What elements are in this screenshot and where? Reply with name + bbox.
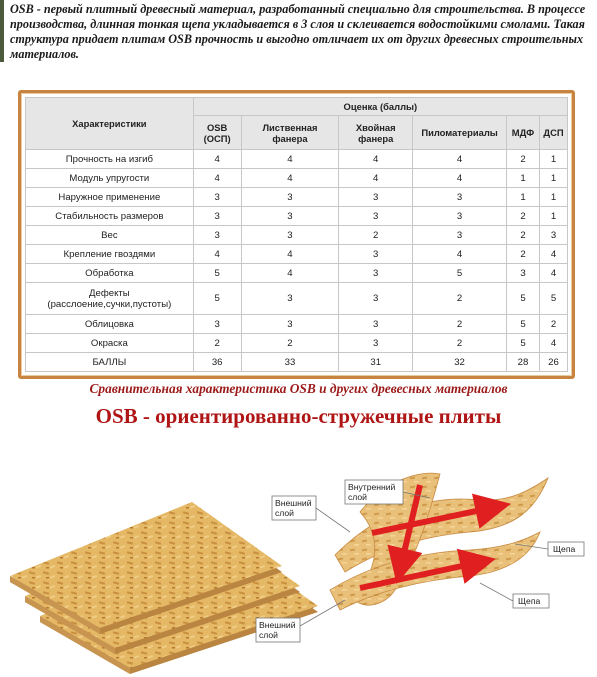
column-header: OSB (ОСП): [193, 116, 241, 150]
column-header: ДСП: [539, 116, 567, 150]
score-cell: 4: [241, 245, 339, 264]
score-cell: 4: [539, 245, 567, 264]
score-cell: 3: [193, 315, 241, 334]
characteristic-name: Окраска: [26, 334, 194, 353]
score-cell: 2: [413, 315, 507, 334]
score-cell: 3: [339, 283, 413, 315]
section-heading: OSB - ориентированно-стружечные плиты: [95, 404, 502, 428]
table-row: [26, 188, 568, 207]
label-outer-layer-bottom-text: Внешний слой: [259, 620, 296, 640]
characteristics-header: Характеристики: [26, 98, 194, 150]
score-cell: 3: [241, 315, 339, 334]
column-header: Пиломатериалы: [413, 116, 507, 150]
score-cell: 31: [339, 353, 413, 372]
label-outer-layer-top-text: Внешний слой: [275, 498, 312, 518]
score-cell: 4: [193, 169, 241, 188]
characteristic-name: Модуль упругости: [26, 169, 194, 188]
score-cell: 5: [413, 264, 507, 283]
characteristic-name: Стабильность размеров: [26, 207, 194, 226]
score-cell: 5: [193, 264, 241, 283]
comparison-table: [25, 97, 568, 372]
score-cell: 4: [241, 150, 339, 169]
characteristic-name: Обработка: [26, 264, 194, 283]
score-cell: 3: [339, 264, 413, 283]
score-cell: 3: [193, 207, 241, 226]
score-cell: 33: [241, 353, 339, 372]
score-cell: 5: [193, 283, 241, 315]
score-cell: 3: [193, 188, 241, 207]
column-header: МДФ: [507, 116, 540, 150]
score-cell: 4: [193, 150, 241, 169]
score-cell: 28: [507, 353, 540, 372]
score-cell: 4: [241, 169, 339, 188]
label-chip-2-text: Щепа: [518, 596, 541, 606]
column-header: Хвойная фанера: [339, 116, 413, 150]
score-cell: 5: [507, 334, 540, 353]
characteristic-name: БАЛЛЫ: [26, 353, 194, 372]
score-cell: 3: [413, 226, 507, 245]
score-cell: 2: [507, 207, 540, 226]
score-cell: 4: [339, 169, 413, 188]
score-cell: 3: [339, 188, 413, 207]
score-cell: 4: [539, 334, 567, 353]
score-cell: 4: [339, 150, 413, 169]
score-cell: 3: [241, 283, 339, 315]
score-cell: 3: [241, 226, 339, 245]
score-cell: 3: [413, 207, 507, 226]
table-row: [26, 245, 568, 264]
table-caption: Сравнительная характеристика OSB и других древесных материалов: [89, 381, 508, 396]
characteristic-name: Вес: [26, 226, 194, 245]
score-cell: 2: [507, 150, 540, 169]
table-row: [26, 283, 568, 315]
score-cell: 4: [413, 245, 507, 264]
table-row: [26, 264, 568, 283]
score-cell: 5: [507, 283, 540, 315]
score-cell: 2: [413, 334, 507, 353]
score-cell: 3: [507, 264, 540, 283]
score-cell: 2: [339, 226, 413, 245]
intro-paragraph: OSB - первый плитный древесный материал, разработанный специально для строительства. В процессе производства, длинная тонкая щепа укладывается в 3 слоя и склеивается водостойкими смолами. Такая структура придает плитам OSB прочность и выгодно отличает их от других древесных строительных материалов.: [10, 2, 586, 61]
label-chip-1-text: Щепа: [553, 544, 576, 554]
label-inner-layer-text: Внутренний слой: [348, 482, 396, 502]
score-cell: 1: [539, 169, 567, 188]
rating-group-header: Оценка (баллы): [193, 98, 567, 116]
table-row: [26, 150, 568, 169]
score-cell: 4: [413, 169, 507, 188]
score-cell: 36: [193, 353, 241, 372]
characteristic-name: Облицовка: [26, 315, 194, 334]
score-cell: 2: [507, 226, 540, 245]
table-row: [26, 315, 568, 334]
label-outer-layer-top: [272, 496, 350, 532]
characteristic-name: Дефекты (расслоение,сучки,пустоты): [26, 283, 194, 315]
score-cell: 1: [507, 188, 540, 207]
score-cell: 2: [413, 283, 507, 315]
column-header: Лиственная фанера: [241, 116, 339, 150]
label-chip-2: [480, 583, 549, 608]
score-cell: 3: [539, 226, 567, 245]
table-row: [26, 226, 568, 245]
score-cell: 1: [539, 188, 567, 207]
score-cell: 3: [339, 245, 413, 264]
score-cell: 3: [339, 207, 413, 226]
score-cell: 26: [539, 353, 567, 372]
score-cell: 4: [241, 264, 339, 283]
score-cell: 2: [507, 245, 540, 264]
characteristic-name: Прочность на изгиб: [26, 150, 194, 169]
osb-illustration: [0, 440, 597, 677]
score-cell: 3: [413, 188, 507, 207]
table-row: [26, 334, 568, 353]
score-cell: 3: [339, 334, 413, 353]
score-cell: 1: [539, 150, 567, 169]
score-cell: 4: [539, 264, 567, 283]
score-cell: 1: [507, 169, 540, 188]
score-cell: 2: [539, 315, 567, 334]
score-cell: 3: [241, 207, 339, 226]
score-cell: 3: [339, 315, 413, 334]
score-cell: 4: [413, 150, 507, 169]
score-cell: 5: [507, 315, 540, 334]
comparison-table-frame: [18, 90, 575, 379]
table-row: [26, 353, 568, 372]
score-cell: 3: [193, 226, 241, 245]
score-cell: 5: [539, 283, 567, 315]
score-cell: 32: [413, 353, 507, 372]
score-cell: 3: [241, 188, 339, 207]
characteristic-name: Крепление гвоздями: [26, 245, 194, 264]
accent-bar: [0, 0, 4, 62]
osb-boards-stack: [10, 502, 318, 674]
score-cell: 1: [539, 207, 567, 226]
score-cell: 2: [193, 334, 241, 353]
score-cell: 4: [193, 245, 241, 264]
score-cell: 2: [241, 334, 339, 353]
table-row: [26, 207, 568, 226]
table-row: [26, 169, 568, 188]
characteristic-name: Наружное применение: [26, 188, 194, 207]
